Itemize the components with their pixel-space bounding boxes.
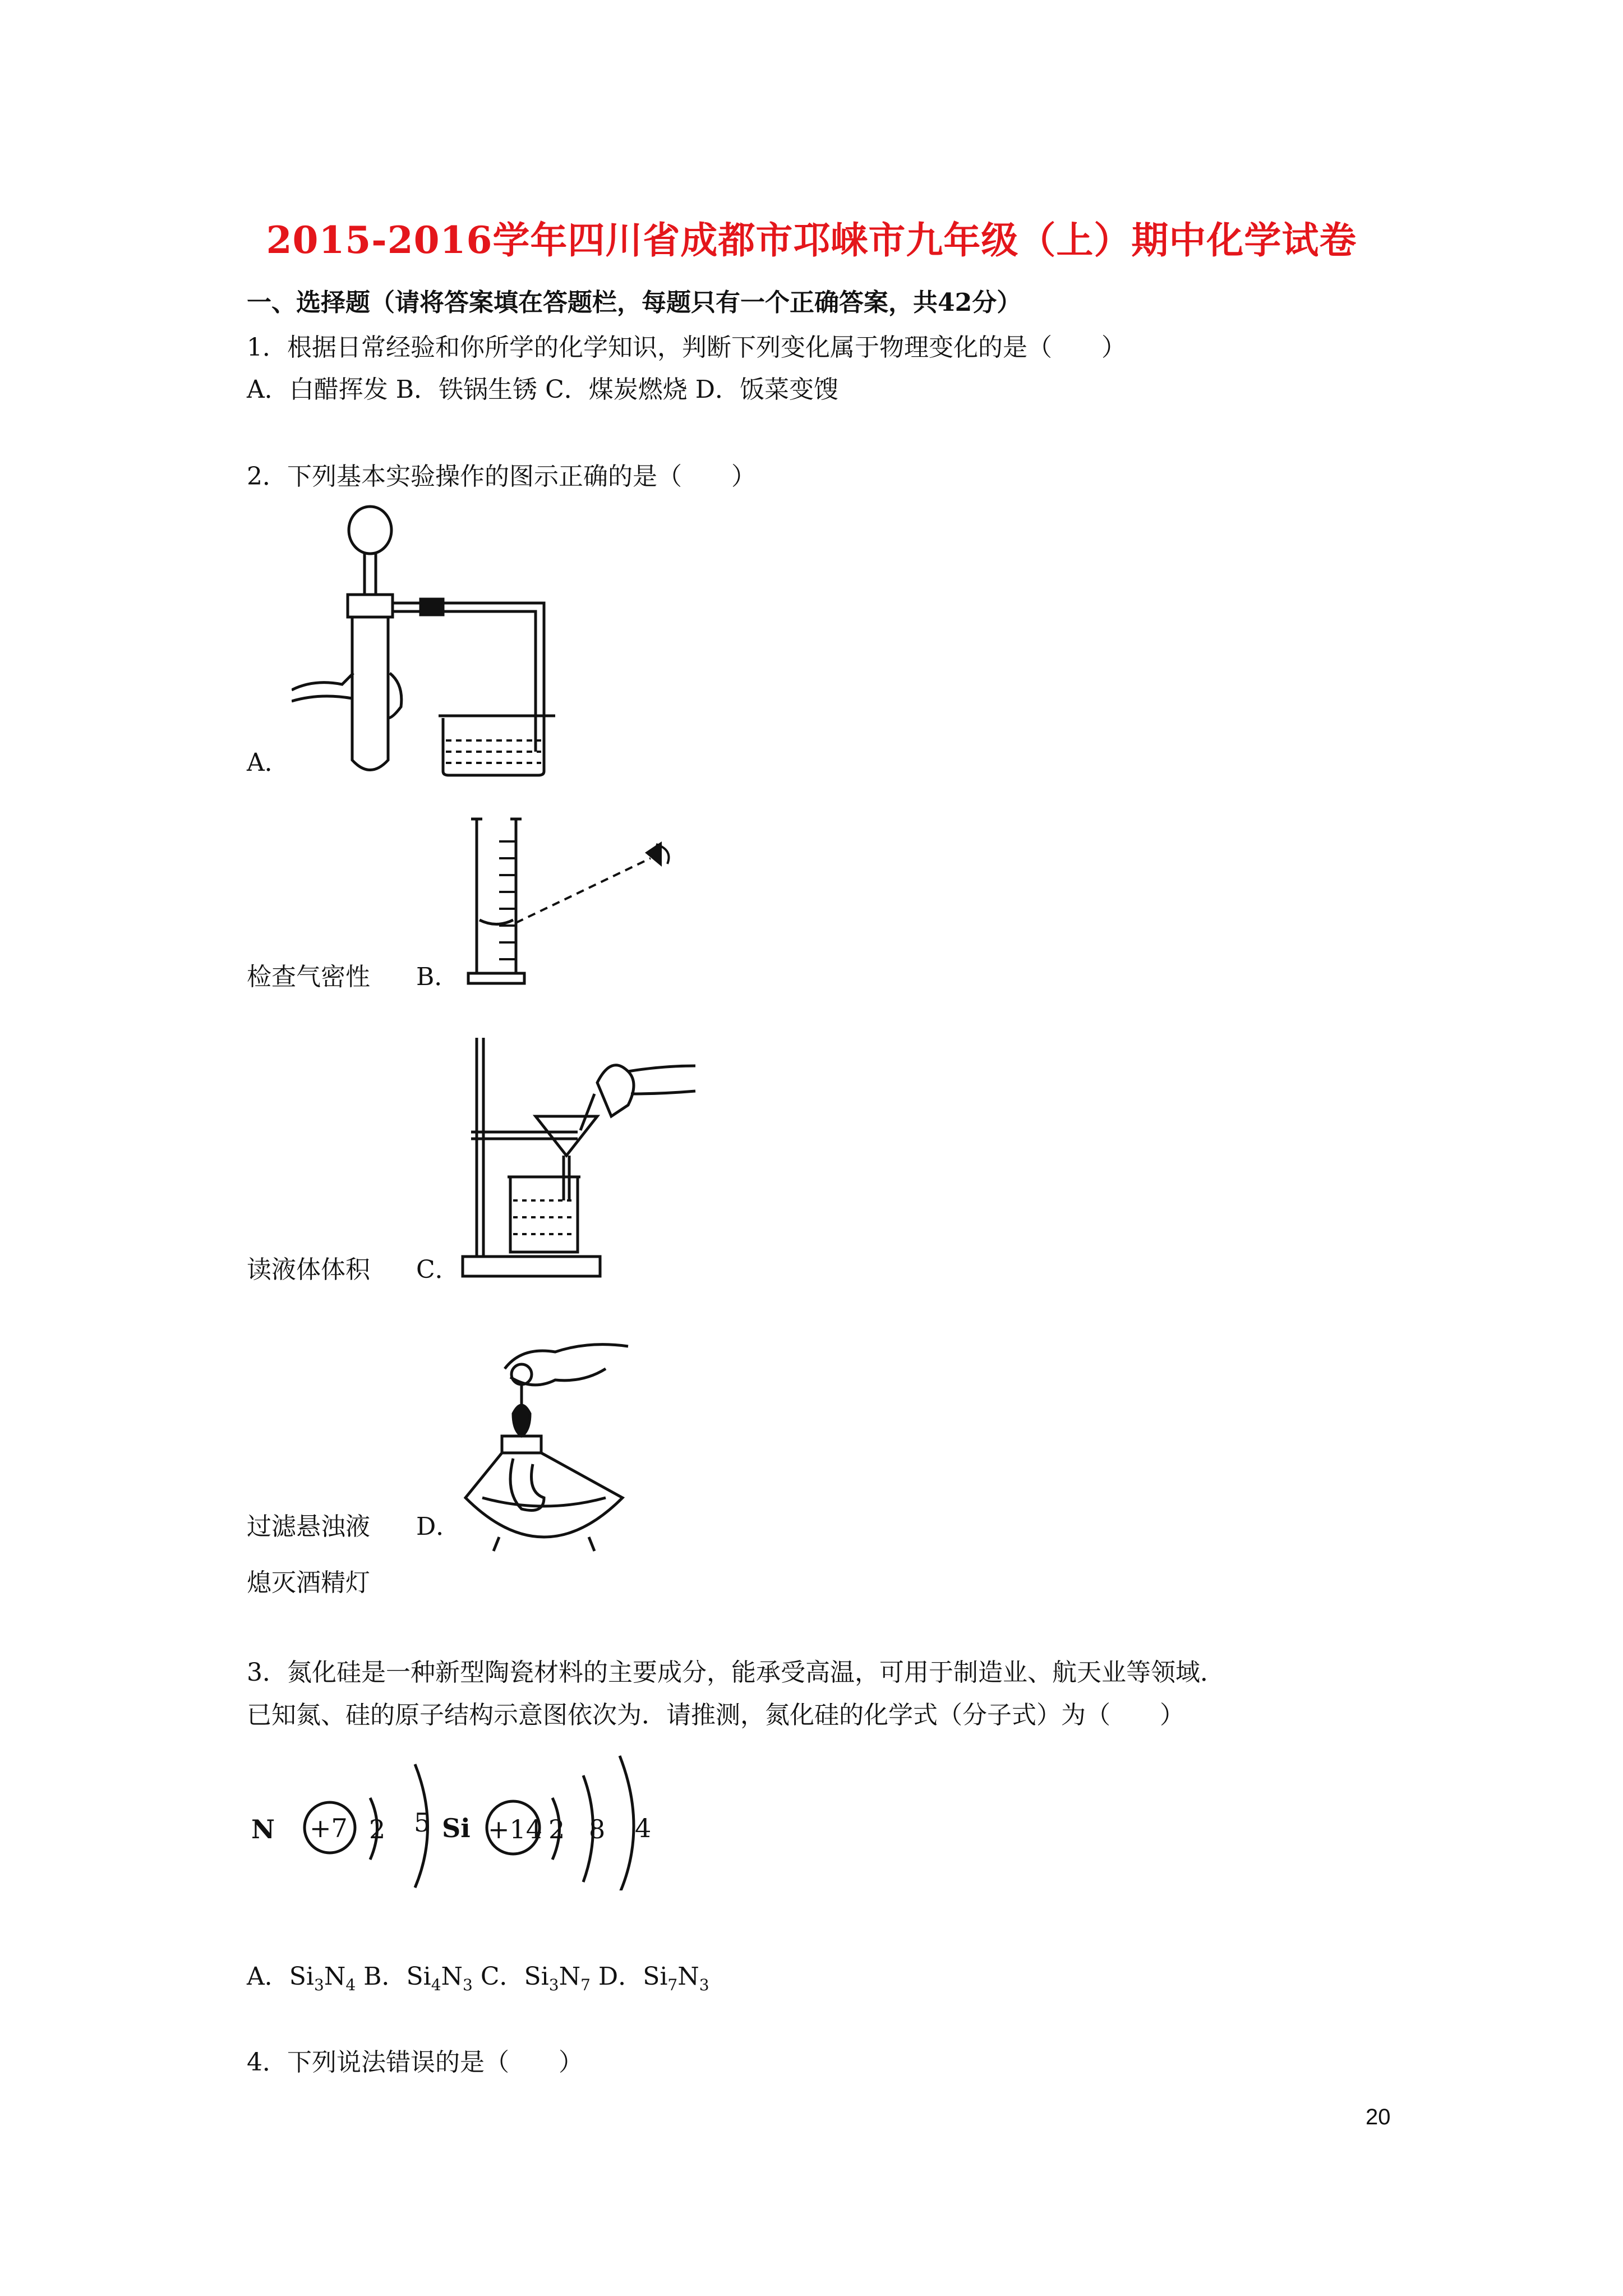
figure-c-label: C． [416,1255,460,1284]
atom-n-nucleus: +7 [310,1813,348,1843]
figure-b-read-volume [465,808,701,993]
option-b: B．$Si_4N_3$ [363,1962,473,1994]
option-a: A．$Si_3N_4$ [247,1962,356,1994]
figure-a-airtightness [292,505,583,785]
question-1-options: A．白醋挥发 B．铁锅生锈 C．煤炭燃烧 D．饭菜变馊 [247,375,839,404]
question-1-stem: 1．根据日常经验和你所学的化学知识，判断下列变化属于物理变化的是（ ） [247,333,1126,362]
figure-d-label: D． [416,1512,461,1541]
question-3-options [247,1964,709,1993]
page-number: 20 [1366,2105,1391,2129]
figure-c-caption: 过滤悬浊液 [247,1512,370,1541]
atom-si-shell-1: 2 [548,1814,565,1844]
atom-n-shell-2: 5 [414,1807,431,1838]
page-title: 2015-2016学年四川省成都市邛崃市九年级（上）期中化学试卷 [266,218,1357,262]
atom-si-nucleus: +14 [488,1814,543,1844]
atom-si-shell-2: 8 [589,1814,606,1844]
atom-structure-diagrams [247,1745,695,1890]
atom-si-shell-3: 4 [635,1813,652,1843]
question-2-stem: 2．下列基本实验操作的图示正确的是（ ） [247,462,756,491]
atom-si-symbol: Si [442,1813,471,1843]
atom-n-shell-1: 2 [369,1814,386,1844]
question-3-stem-line2: 已知氮、硅的原子结构示意图依次为．请推测，氮化硅的化学式（分子式）为（ ） [247,1701,1184,1729]
figure-d-alcohol-lamp [460,1329,645,1554]
section-heading: 一、选择题（请将答案填在答题栏，每题只有一个正确答案，共42分） [247,288,1022,317]
question-3-stem-line1: 3．氮化硅是一种新型陶瓷材料的主要成分，能承受高温，可用于制造业、航天业等领域． [247,1658,1225,1687]
figure-a-label: A． [247,748,289,777]
figure-b-caption: 读液体体积 [247,1255,370,1284]
figure-c-filtration [460,1032,718,1285]
atom-n-symbol: N [251,1814,275,1844]
figure-b-label: B． [416,963,459,991]
figure-d-caption: 熄灭酒精灯 [247,1568,370,1597]
option-d: D．$Si_7N_3$ [598,1962,709,1994]
option-c: C．$Si_3N_7$ [480,1962,591,1994]
question-4-stem: 4．下列说法错误的是（ ） [247,2048,583,2077]
figure-a-caption: 检查气密性 [247,963,370,991]
